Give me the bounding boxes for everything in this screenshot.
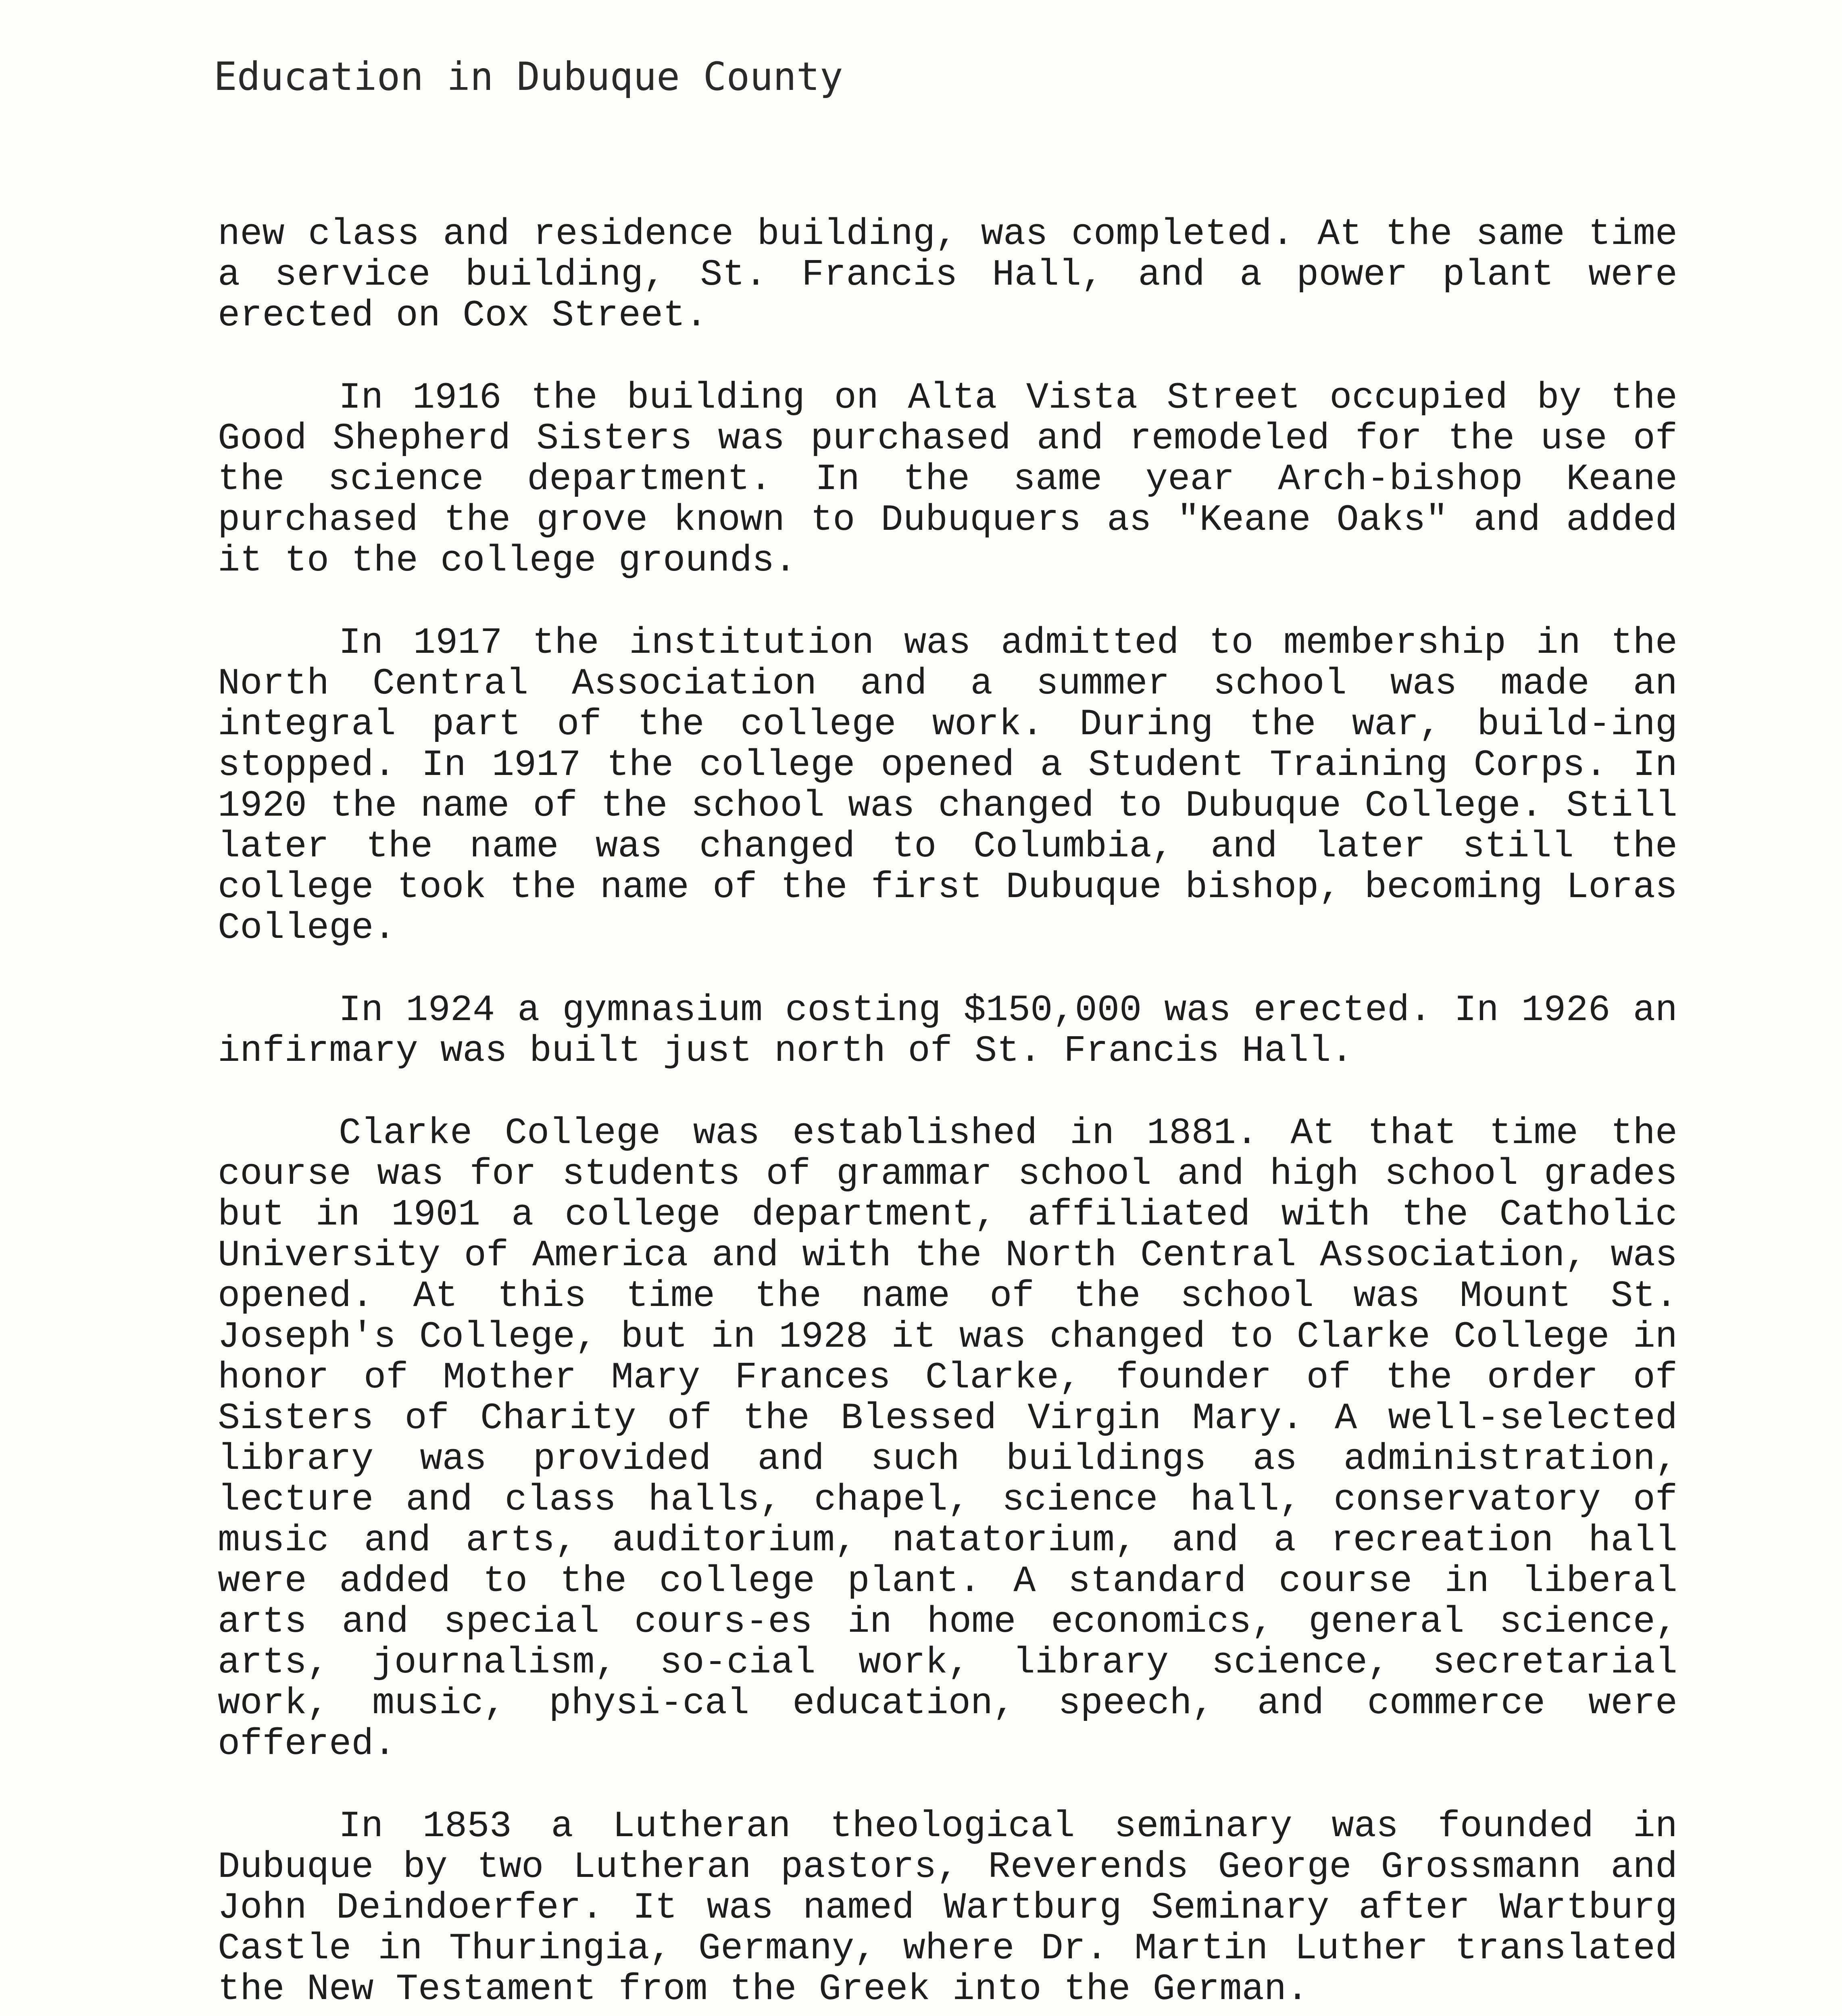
paragraph-gymnasium: In 1924 a gymnasium costing $150,000 was erected. In 1926 an infirmary was built just north of St. Francis Hall. bbox=[218, 989, 1677, 1072]
running-header: Education in Dubuque County bbox=[214, 54, 843, 99]
paragraph-clarke-college: Clarke College was established in 1881. At that time the course was for students of grammar school and high school grades but in 1901 a college department, affiliated with the Catholic University of America and with the North Central Association, was opened. At this time the name of the school was Mount St. Joseph's College, but in 1928 it was changed to Clarke College in honor of Mother Mary Frances Clarke, founder of the order of Sisters of Charity of the Blessed Virgin Mary. A well-selected library was provided and such buildings as administration, lecture and class halls, chapel, science hall, conservatory of music and arts, auditorium, natatorium, and a recreation hall were added to the college plant. A standard course in liberal arts and special cours-es in home economics, general science, arts, journalism, so-cial work, library science, secretarial work, music, physi-cal education, speech, and commerce were offered. bbox=[218, 1112, 1677, 1765]
paragraph-alta-vista: In 1916 the building on Alta Vista Street occupied by the Good Shepherd Sisters was purchased and remodeled for the use of the science department. In the same year Arch-bishop Keane purchased the grove known to Dubuquers as "Keane Oaks" and added it to the college grounds. bbox=[218, 377, 1677, 582]
paragraph-north-central: In 1917 the institution was admitted to membership in the North Central Association and a summer school was made an integral part of the college work. During the war, build-ing stopped. In 1917 the college opened a Student Training Corps. In 1920 the name of the school was changed to Dubuque College. Still later the name was changed to Columbia, and later still the college took the name of the first Dubuque bishop, becoming Loras College. bbox=[218, 622, 1677, 949]
body-text bbox=[218, 214, 1677, 2016]
paragraph-continuation: new class and residence building, was completed. At the same time a service building, St. Francis Hall, and a power plant were erected on Cox Street. bbox=[218, 213, 1677, 337]
paragraph-lutheran-seminary: In 1853 a Lutheran theological seminary was founded in Dubuque by two Lutheran pastors, Reverends George Grossmann and John Deindoerfer. It was named Wartburg Seminary after Wartburg Castle in Thuringia, Germany, where Dr. Martin Luther translated the New Testament from the Greek into the German. bbox=[218, 1805, 1677, 2010]
